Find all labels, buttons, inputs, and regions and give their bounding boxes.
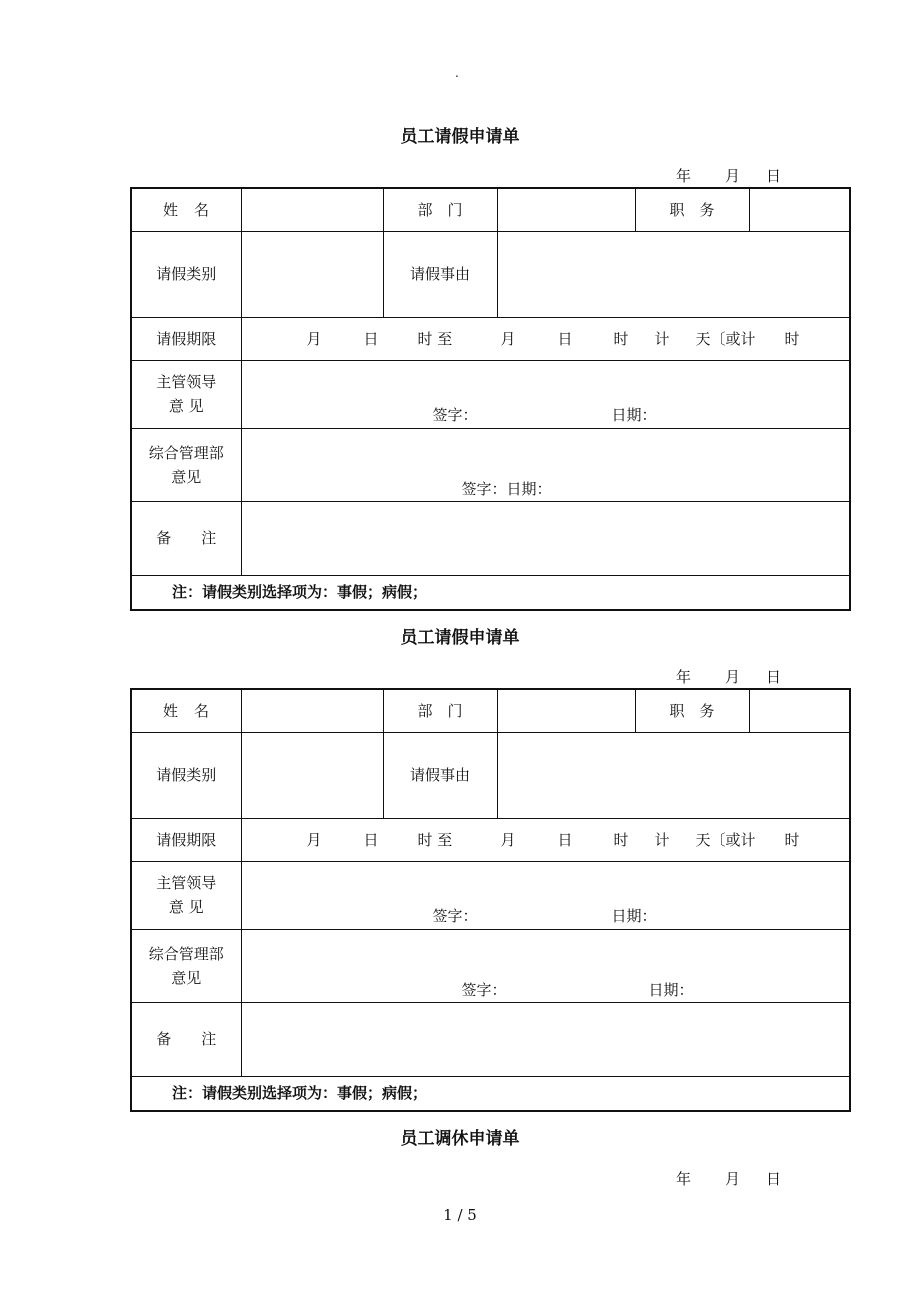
leave-reason-field[interactable] — [497, 231, 850, 317]
admin-opinion-field[interactable] — [241, 428, 850, 501]
page-number: 1 / 5 — [443, 1206, 477, 1224]
admin-sign: 签字： — [461, 980, 507, 999]
leave-period-label: 请假期限 — [131, 818, 241, 861]
dept-field[interactable] — [497, 689, 635, 732]
date-year: 年 — [676, 1170, 692, 1188]
leave-type-label: 请假类别 — [131, 732, 241, 818]
date-year: 年 — [676, 668, 692, 686]
leave-type-label: 请假类别 — [131, 231, 241, 317]
form-date — [0, 666, 920, 686]
form-note: 注：请假类别选择项为：事假；病假； — [131, 575, 850, 610]
leave-period-label: 请假期限 — [131, 317, 241, 360]
admin-opinion-field[interactable] — [241, 929, 850, 1002]
name-field[interactable] — [241, 689, 383, 732]
admin-sign: 签字：日期： — [461, 479, 552, 498]
period-unit: 月 — [306, 329, 322, 348]
admin-label: 综合管理部 意见 — [131, 428, 241, 501]
supervisor-label: 主管领导 意 见 — [131, 861, 241, 929]
form-date — [0, 1168, 920, 1188]
supervisor-sign: 签字： — [432, 405, 478, 424]
position-label: 职 务 — [635, 188, 749, 231]
remarks-field[interactable] — [241, 1002, 850, 1076]
position-field[interactable] — [749, 188, 850, 231]
admin-label: 综合管理部 意见 — [131, 929, 241, 1002]
period-unit: 月 — [306, 830, 322, 849]
dept-field[interactable] — [497, 188, 635, 231]
period-unit: 时 至 — [417, 329, 453, 348]
leave-reason-field[interactable] — [497, 732, 850, 818]
date-month: 月 — [725, 167, 741, 185]
date-month: 月 — [725, 668, 741, 686]
period-unit: 天〔或计 — [695, 329, 756, 348]
form-note: 注：请假类别选择项为：事假；病假； — [131, 1076, 850, 1111]
remarks-label: 备 注 — [131, 501, 241, 575]
leave-reason-label: 请假事由 — [383, 732, 497, 818]
remarks-field[interactable] — [241, 501, 850, 575]
name-field[interactable] — [241, 188, 383, 231]
form-title: 员工请假申请单 — [400, 628, 520, 648]
period-unit: 日 — [557, 830, 573, 849]
period-unit: 时 — [784, 830, 800, 849]
supervisor-sign: 签字： — [432, 906, 478, 925]
date-year: 年 — [676, 167, 692, 185]
name-label: 姓 名 — [131, 689, 241, 732]
form-date — [0, 165, 920, 185]
supervisor-opinion-field[interactable] — [241, 861, 850, 929]
remarks-label: 备 注 — [131, 1002, 241, 1076]
date-day: 日 — [766, 167, 782, 185]
period-unit: 计 — [654, 329, 670, 348]
period-unit: 月 — [500, 830, 516, 849]
leave-type-field[interactable] — [241, 231, 383, 317]
dept-label: 部 门 — [383, 188, 497, 231]
position-field[interactable] — [749, 689, 850, 732]
period-unit: 日 — [363, 830, 379, 849]
form-title: 员工请假申请单 — [400, 127, 520, 147]
period-unit: 时 — [784, 329, 800, 348]
date-day: 日 — [766, 1170, 782, 1188]
period-unit: 计 — [654, 830, 670, 849]
supervisor-opinion-field[interactable] — [241, 360, 850, 428]
supervisor-date: 日期： — [611, 906, 657, 925]
form-title: 员工调休申请单 — [400, 1129, 520, 1149]
date-month: 月 — [725, 1170, 741, 1188]
dept-label: 部 门 — [383, 689, 497, 732]
date-day: 日 — [766, 668, 782, 686]
supervisor-label: 主管领导 意 见 — [131, 360, 241, 428]
name-label: 姓 名 — [131, 188, 241, 231]
position-label: 职 务 — [635, 689, 749, 732]
period-unit: 日 — [557, 329, 573, 348]
leave-period-field[interactable] — [241, 317, 850, 360]
leave-period-field[interactable] — [241, 818, 850, 861]
period-unit: 日 — [363, 329, 379, 348]
period-unit: 时 — [613, 329, 629, 348]
period-unit: 时 至 — [417, 830, 453, 849]
period-unit: 时 — [613, 830, 629, 849]
header-mark: . — [455, 66, 459, 80]
leave-reason-label: 请假事由 — [383, 231, 497, 317]
admin-date: 日期： — [648, 980, 694, 999]
period-unit: 天〔或计 — [695, 830, 756, 849]
supervisor-date: 日期： — [611, 405, 657, 424]
period-unit: 月 — [500, 329, 516, 348]
leave-form-table — [130, 187, 851, 611]
leave-form-table — [130, 688, 851, 1112]
leave-type-field[interactable] — [241, 732, 383, 818]
